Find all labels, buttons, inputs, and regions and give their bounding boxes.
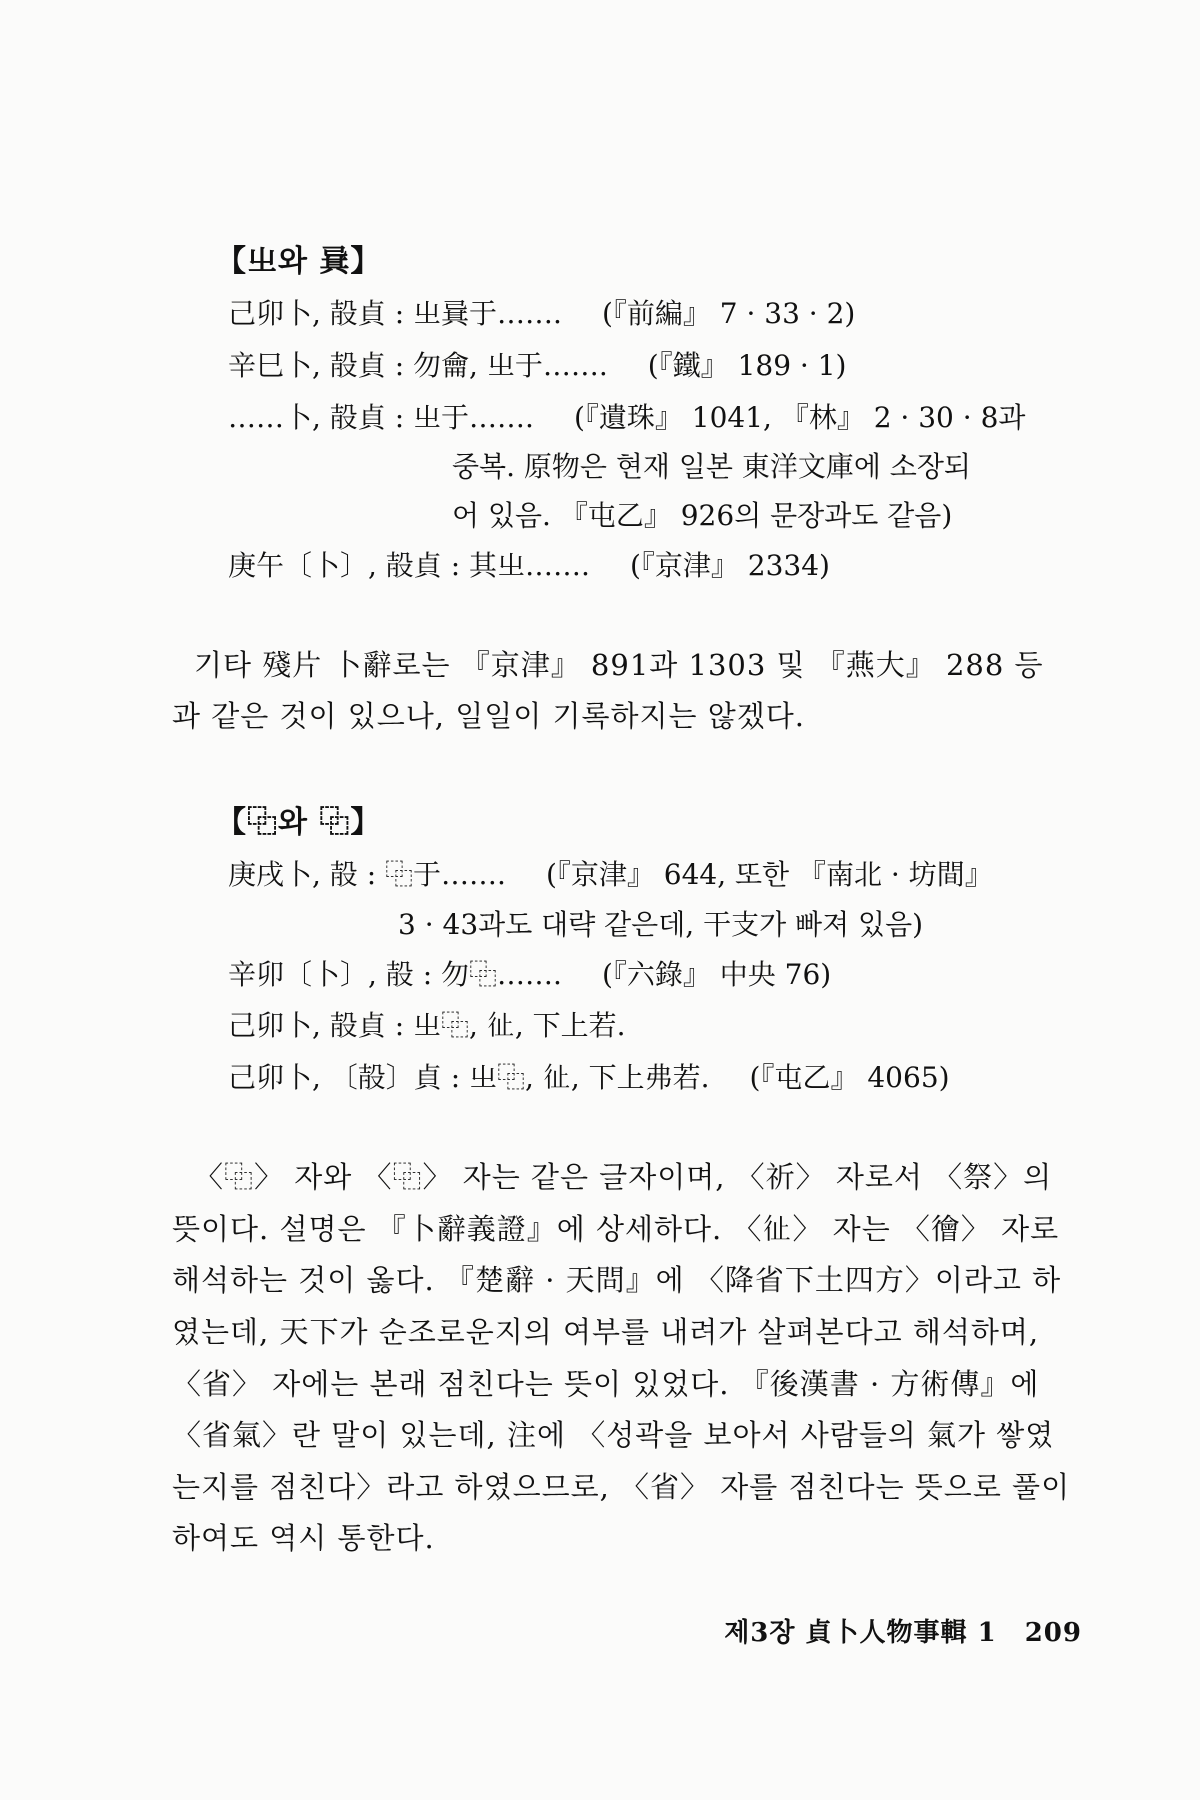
inscription-text: 己卯卜, 㱿貞 : 㞢⿻, 𢓊, 下上若. bbox=[228, 1009, 626, 1043]
source-citation: (『遺珠』 1041, 『林』 2 · 30 · 8과 bbox=[573, 400, 1026, 434]
source-citation: (『屯乙』 4065) bbox=[749, 1061, 950, 1095]
chapter-title: 제3장 貞卜人物事輯 1 bbox=[724, 1618, 997, 1648]
inscription-line bbox=[228, 849, 1072, 901]
inscription-text: ……卜, 㱿貞 : 㞢于……. bbox=[228, 400, 534, 434]
running-footer bbox=[724, 1612, 1082, 1649]
citation-continuation: 3 · 43과도 대략 같은데, 干支가 빠져 있음) bbox=[398, 907, 924, 941]
inscription-text: 庚午〔卜〕, 㱿貞 : 其㞢……. bbox=[228, 548, 590, 582]
inscription-line bbox=[228, 340, 1072, 392]
source-citation: (『六錄』 中央 76) bbox=[601, 957, 832, 991]
body-paragraph: 기타 殘片 卜辭로는 『京津』 891과 1303 및 『燕大』 288 등과 같은 것이 있으나, 일일이 기록하지는 않겠다. bbox=[172, 647, 1044, 734]
source-citation: (『京津』 644, 또한 『南北 · 坊間』 bbox=[545, 857, 993, 891]
source-citation: (『京津』 2334) bbox=[629, 548, 830, 582]
page-number: 209 bbox=[1024, 1618, 1082, 1648]
inscription-line bbox=[228, 949, 1072, 1001]
inscription-text: 己卯卜, 〔㱿〕貞 : 㞢⿻, 𢓊, 下上弗若. bbox=[228, 1061, 710, 1095]
inscription-text: 辛巳卜, 㱿貞 : 勿龠, 㞢于……. bbox=[228, 348, 608, 382]
section-heading: 【㞢와 㠱】 bbox=[216, 244, 382, 279]
inscription-line bbox=[228, 392, 1072, 444]
source-citation: (『前編』 7 · 33 · 2) bbox=[601, 297, 856, 330]
inscription-line bbox=[228, 1052, 1072, 1104]
inscription-text: 辛卯〔卜〕, 㱿 : 勿⿻……. bbox=[228, 957, 562, 991]
inscription-text: 己卯卜, 㱿貞 : 㞢㠱于……. bbox=[228, 297, 562, 330]
page-content bbox=[172, 236, 1072, 1565]
section-heading: 【⿻와 ⿻】 bbox=[216, 804, 382, 840]
inscription-line bbox=[228, 1000, 1072, 1052]
source-citation: (『鐵』 189 · 1) bbox=[647, 348, 847, 382]
body-paragraph: 〈⿻〉 자와 〈⿻〉 자는 같은 글자이며, 〈祈〉 자로서 〈祭〉의 뜻이다. 설명은 『卜辭義證』에 상세하다. 〈𢓊〉 자는 〈徻〉 자로 해석하는 것이 옳다. 『楚辭 · 天問』에 〈降省下土四方〉이라고 하였는데, 天下가 순조로운지의 여부를 내려가 살펴본다고 해석하며, 〈省〉 자에는 본래 점친다는 뜻이 있었다. 『後漢書 · 方術傳』에 〈省氣〉란 말이 있는데, 注에 〈성곽을 보아서 사람들의 氣가 쌓였는지를 점친다〉라고 하였으므로, 〈省〉 자를 점친다는 뜻으로 풀이하여도 역시 통한다. bbox=[172, 1160, 1071, 1556]
citation-continuation: 중복. 原物은 현재 일본 東洋文庫에 소장되 bbox=[452, 450, 971, 484]
inscription-line bbox=[228, 540, 1072, 592]
inscription-line bbox=[228, 288, 1072, 340]
citation-continuation: 어 있음. 『屯乙』 926의 문장과도 같음) bbox=[452, 498, 953, 532]
inscription-text: 庚戌卜, 㱿 : ⿻于……. bbox=[228, 857, 506, 891]
